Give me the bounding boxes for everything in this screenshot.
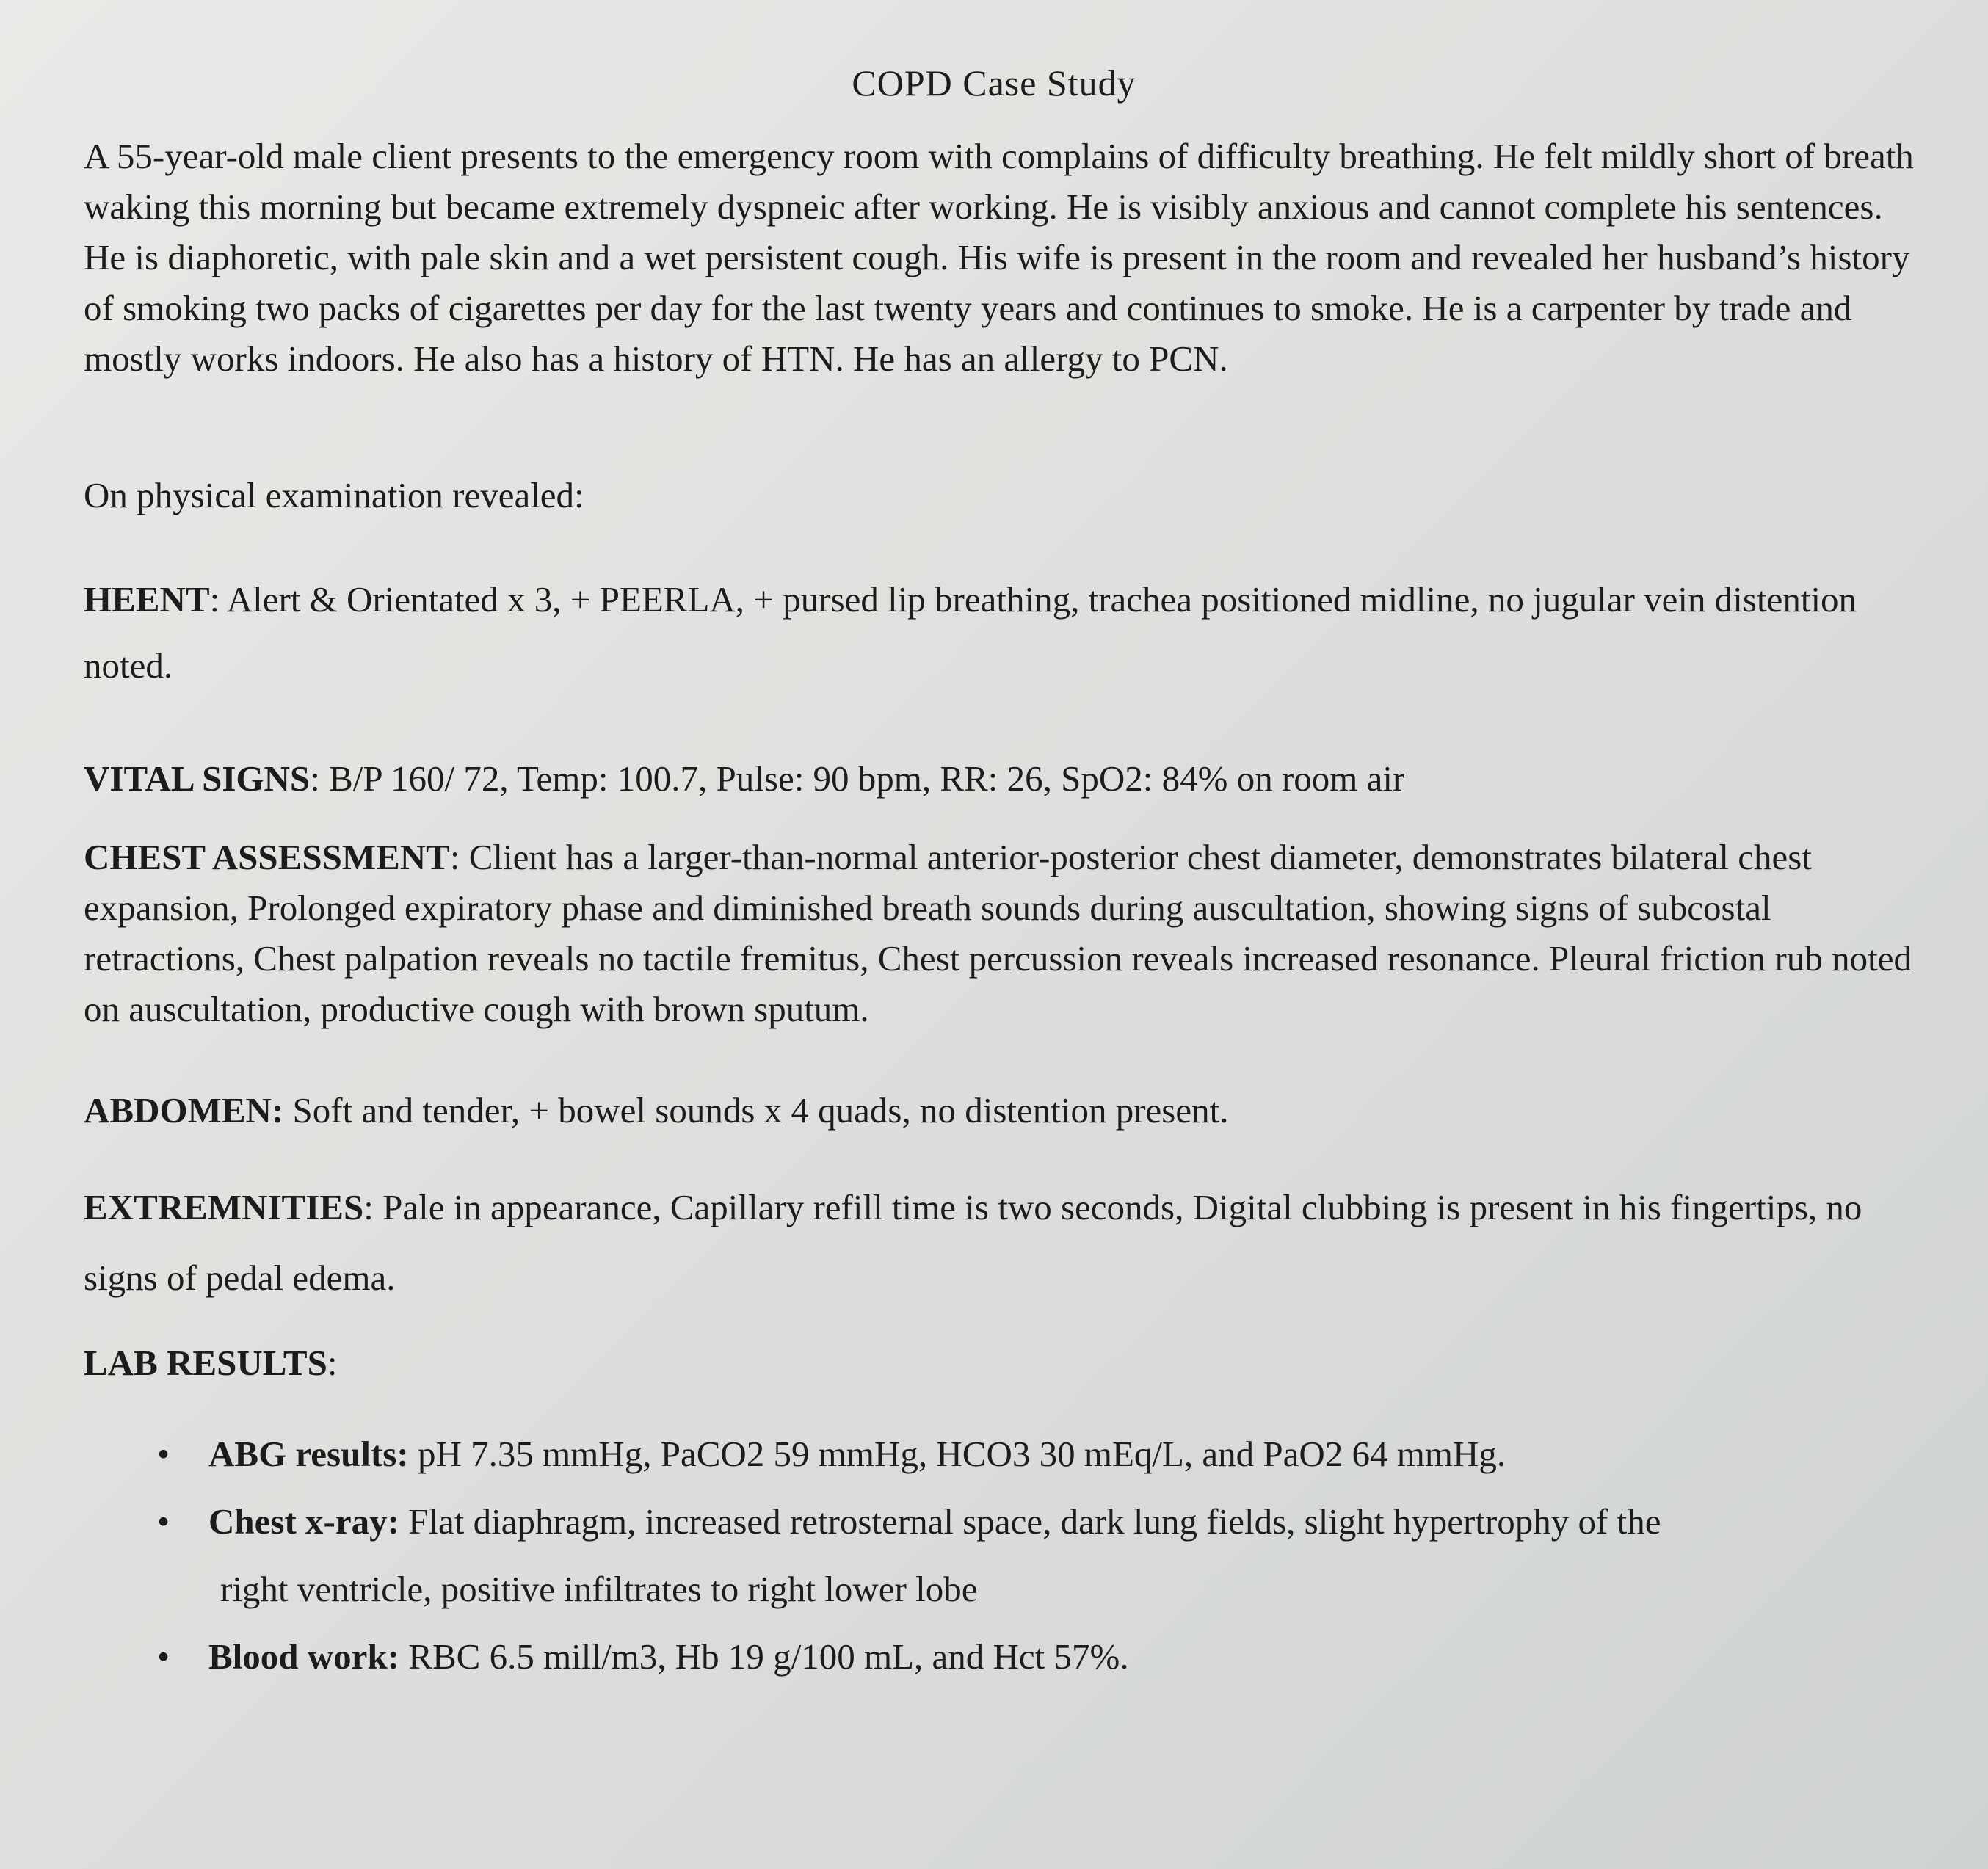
chest-heading: CHEST ASSESSMENT xyxy=(84,837,450,877)
chest-section xyxy=(84,832,1919,1034)
chest-text: : Client has a larger-than-normal anterior-posterior chest diameter, demonstrates bilateral chest expansion, Prolonged expiratory phase and diminished breath sounds during auscultation, showing signs of subcostal retractions, Chest palpation reveals no tactile fremitus, Chest percussion reveals increased resonance. Pleural friction rub noted on auscultation, productive cough with brown sputum. xyxy=(84,837,1912,1029)
list-item xyxy=(84,1488,1919,1623)
vitals-text: : B/P 160/ 72, Temp: 100.7, Pulse: 90 bpm, RR: 26, SpO2: 84% on room air xyxy=(310,758,1405,799)
abdomen-heading: ABDOMEN: xyxy=(84,1090,284,1131)
lab-item-text: Flat diaphragm, increased retrosternal space, dark lung fields, slight hypertrophy of the xyxy=(399,1501,1661,1542)
extremities-heading: EXTREMNITIES xyxy=(84,1187,364,1227)
lab-item-continuation: right ventricle, positive infiltrates to right lower lobe xyxy=(220,1569,978,1609)
lab-results-list xyxy=(84,1420,1919,1691)
bullet-icon: • xyxy=(157,1636,170,1677)
exam-lead: On physical examination revealed: xyxy=(84,475,584,515)
intro-paragraph: A 55-year-old male client presents to the emergency room with complains of difficulty breathing. He felt mildly short of breath waking this morning but became extremely dyspneic after working. He is visibly anxious and cannot complete his sentences. He is diaphoretic, with pale skin and a wet persistent cough. His wife is present in the room and revealed her husband’s history of smoking two packs of cigarettes per day for the last twenty years and continues to smoke. He is a carpenter by trade and mostly works indoors. He also has a history of HTN. He has an allergy to PCN. xyxy=(84,136,1914,379)
extremities-text: : Pale in appearance, Capillary refill time is two seconds, Digital clubbing is present in his fingertips, no signs of pedal edema. xyxy=(84,1187,1862,1298)
vitals-heading: VITAL SIGNS xyxy=(84,758,311,799)
bullet-icon: • xyxy=(157,1501,170,1542)
labs-text: : xyxy=(327,1343,338,1383)
bullet-icon: • xyxy=(157,1434,170,1474)
document-title: COPD Case Study xyxy=(852,62,1136,104)
lab-item-label: Chest x-ray: xyxy=(208,1501,399,1542)
heent-heading: HEENT xyxy=(84,579,210,620)
list-item xyxy=(84,1420,1919,1488)
vitals-section xyxy=(84,753,1919,804)
lab-item-text: pH 7.35 mmHg, PaCO2 59 mmHg, HCO3 30 mEq/L, and PaO2 64 mmHg. xyxy=(408,1434,1506,1474)
lab-item-label: ABG results: xyxy=(208,1434,409,1474)
extremities-section xyxy=(84,1172,1919,1313)
abdomen-text: Soft and tender, + bowel sounds x 4 quads, no distention present. xyxy=(283,1090,1229,1131)
labs-heading: LAB RESULTS xyxy=(84,1343,327,1383)
heent-section xyxy=(84,567,1919,699)
list-item xyxy=(84,1623,1919,1691)
heent-text: : Alert & Orientated x 3, + PEERLA, + pursed lip breathing, trachea positioned midline, no jugular vein distention noted. xyxy=(84,579,1857,686)
lab-item-label: Blood work: xyxy=(208,1636,400,1677)
labs-section xyxy=(84,1338,1919,1388)
lab-item-text: RBC 6.5 mill/m3, Hb 19 g/100 mL, and Hct 57%. xyxy=(399,1636,1129,1677)
abdomen-section xyxy=(84,1085,1919,1136)
